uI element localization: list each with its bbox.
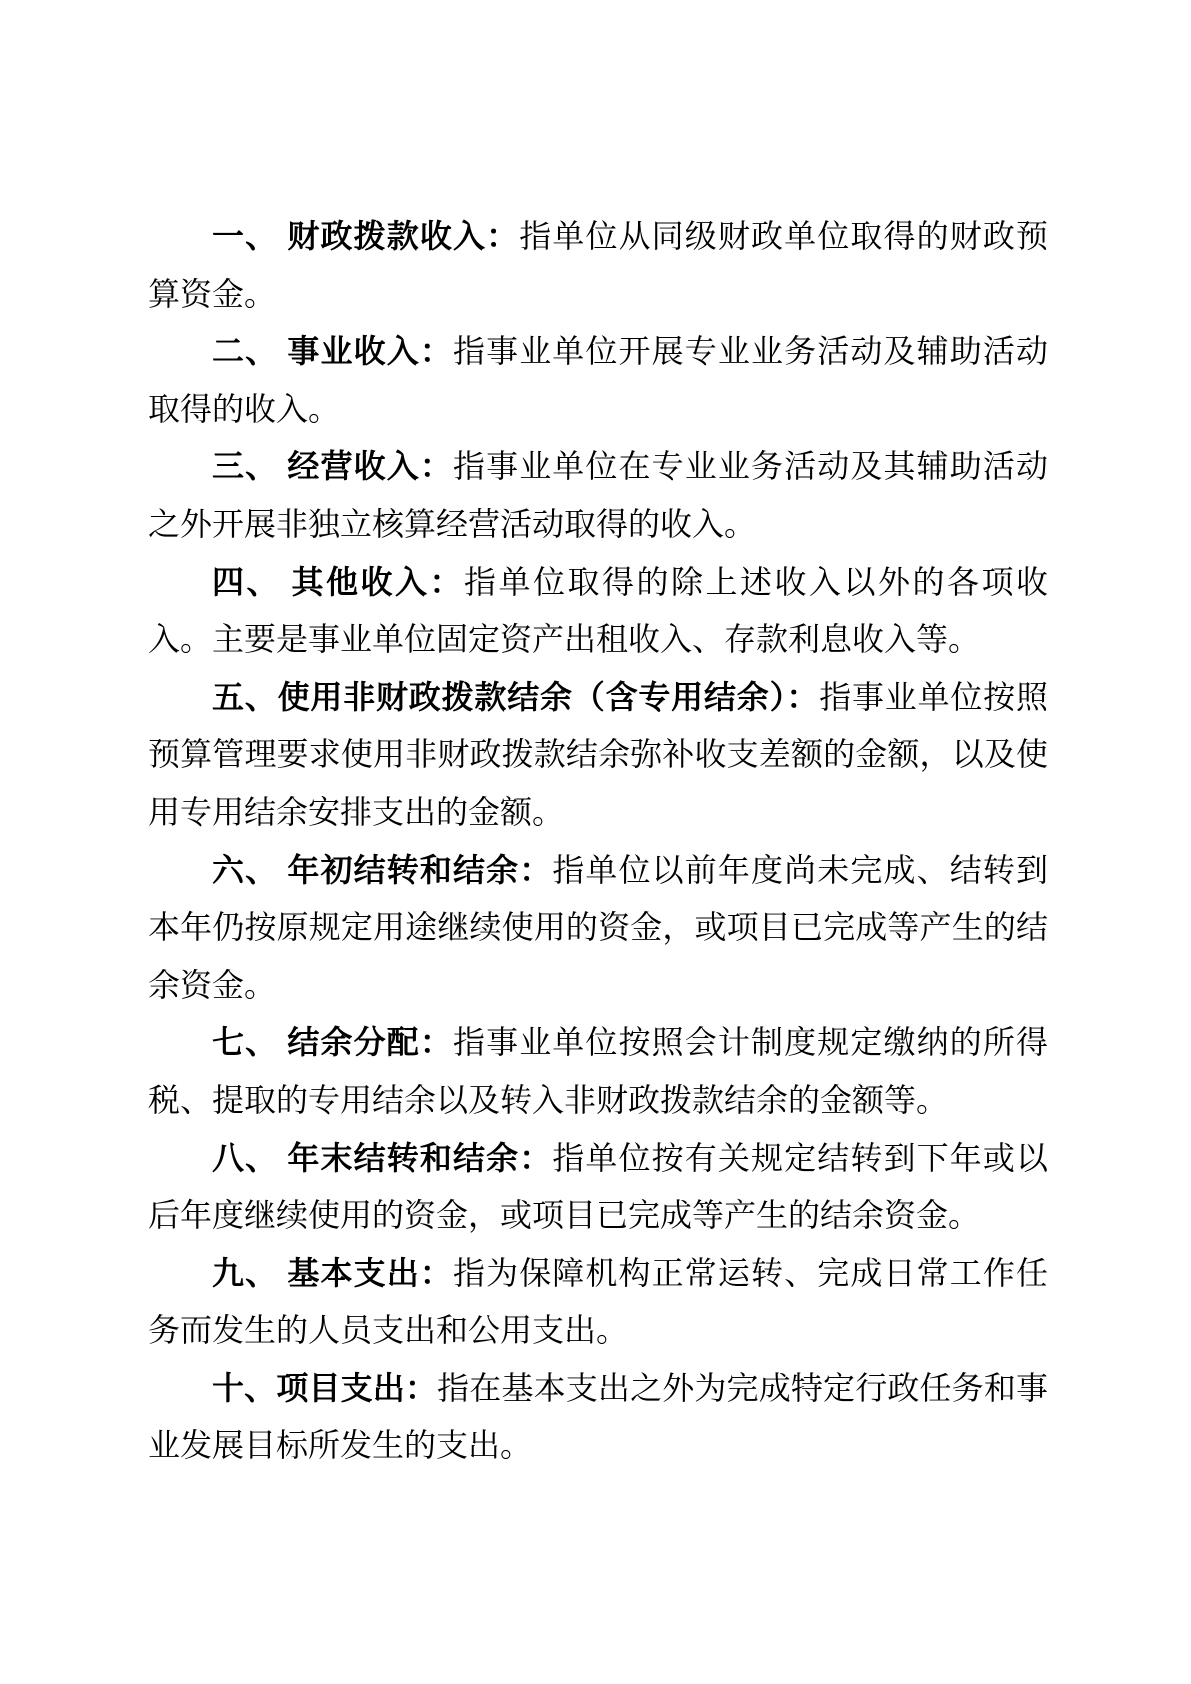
definition-paragraph-operating-income [148, 323, 1048, 438]
term-heading: 四、 其他收入： [212, 563, 464, 600]
term-definition: 指事业单位按照预算管理要求使用非财政拨款结余弥补收支差额的金额，以及使用专用结余安排支出的金额。 [148, 678, 1048, 830]
definition-paragraph-surplus-distribution [148, 1014, 1048, 1129]
term-definition: 指单位取得的除上述收入以外的各项收入。主要是事业单位固定资产出租收入、存款利息收入等。 [148, 563, 1048, 658]
term-heading: 十、项目支出： [212, 1369, 438, 1406]
definition-paragraph-basic-expenditure [148, 1245, 1048, 1360]
term-definition: 指事业单位在专业业务活动及其辅助活动之外开展非独立核算经营活动取得的收入。 [148, 448, 1048, 542]
term-heading: 五、使用非财政拨款结余（含专用结余）： [212, 678, 820, 715]
term-definition: 指事业单位按照会计制度规定缴纳的所得税、提取的专用结余以及转入非财政拨款结余的金额等。 [148, 1024, 1048, 1118]
definition-paragraph-beginning-year-carryover [148, 842, 1048, 1015]
definition-paragraph-year-end-carryover [148, 1130, 1048, 1245]
definition-paragraph-fiscal-appropriation-income [148, 208, 1048, 323]
definition-paragraph-business-income [148, 438, 1048, 553]
glossary-text-block [148, 208, 1048, 1475]
term-definition: 指单位按有关规定结转到下年或以后年度继续使用的资金，或项目已完成等产生的结余资金。 [148, 1139, 1048, 1234]
definition-paragraph-other-income [148, 554, 1048, 669]
term-definition: 指为保障机构正常运转、完成日常工作任务而发生的人员支出和公用支出。 [148, 1254, 1048, 1349]
term-heading: 三、 经营收入： [212, 448, 453, 485]
term-definition: 指单位以前年度尚未完成、结转到本年仍按原规定用途继续使用的资金，或项目已完成等产生的结余资金。 [148, 851, 1048, 1003]
term-heading: 六、 年初结转和结余： [212, 851, 553, 888]
term-heading: 一、 财政拨款收入： [212, 218, 520, 254]
term-heading: 七、 结余分配： [212, 1024, 453, 1061]
term-heading: 八、 年末结转和结余： [212, 1139, 553, 1176]
definition-paragraph-non-fiscal-surplus-use [148, 669, 1048, 842]
term-heading: 二、 事业收入： [212, 333, 453, 370]
definition-paragraph-project-expenditure [148, 1360, 1048, 1475]
term-definition: 指事业单位开展专业业务活动及辅助活动取得的收入。 [148, 333, 1048, 427]
term-definition: 指单位从同级财政单位取得的财政预算资金。 [148, 218, 1048, 312]
term-heading: 九、 基本支出： [212, 1254, 453, 1291]
term-definition: 指在基本支出之外为完成特定行政任务和事业发展目标所发生的支出。 [148, 1369, 1048, 1464]
